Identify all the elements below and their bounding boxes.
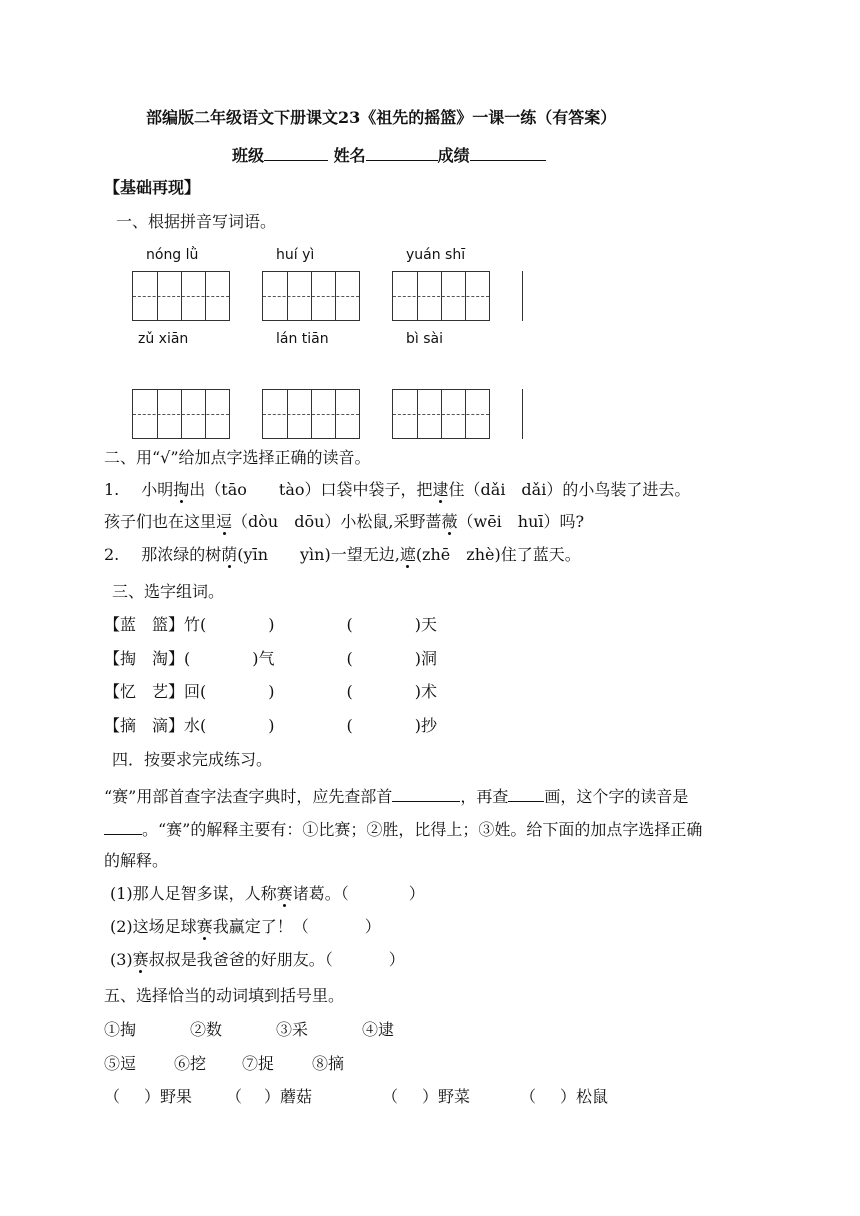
writing-grid[interactable]: [392, 271, 490, 321]
q4-sentence-3: (3)赛叔叔是我爸爸的好朋友。（ ）: [110, 950, 405, 969]
pronunciation-blank[interactable]: [104, 820, 142, 835]
pinyin-4: zǔ xiān: [138, 331, 189, 347]
verb-option: ③采: [276, 1020, 309, 1039]
question-5-heading: 五、选择恰当的动词填到括号里。: [104, 986, 345, 1005]
writing-grid[interactable]: [132, 389, 230, 439]
fill-blank[interactable]: （ ）蘑菇: [226, 1087, 313, 1106]
divider: [522, 271, 523, 321]
class-blank[interactable]: [264, 146, 328, 161]
q4-paragraph-3: 的解释。: [104, 851, 169, 870]
pinyin-1: nóng lǜ: [146, 247, 199, 263]
pinyin-2: huí yì: [276, 247, 315, 263]
writing-grid[interactable]: [262, 389, 360, 439]
q4-paragraph-2: 。“赛”的解释主要有：①比赛；②胜，比得上；③姓。给下面的加点字选择正确: [104, 820, 702, 838]
verb-option: ④逮: [362, 1020, 395, 1039]
pinyin-5: lán tiān: [276, 331, 329, 347]
q3-row: 【掏 淘】( )气 ( )洞: [104, 649, 438, 668]
q2-line-2: 孩子们也在这里逗（dòu dōu）小松鼠,采野蔷薇（wēi huī）吗?: [104, 512, 585, 531]
verb-option: ①掏: [104, 1020, 137, 1039]
question-3-heading: 三、选字组词。: [112, 582, 225, 601]
q3-row: 【忆 艺】回( ) ( )术: [104, 682, 438, 701]
name-label: 姓名: [333, 146, 366, 165]
section-heading: 【基础再现】: [104, 178, 201, 197]
writing-grid[interactable]: [392, 389, 490, 439]
q2-line-3: 2. 那浓绿的树荫(yīn yìn)一望无边,遮(zhē zhè)住了蓝天。: [104, 545, 581, 564]
q2-line-1: 1. 小明掏出（tāo tào）口袋中袋子，把逮住（dǎi dǎi）的小鸟装了进去。: [104, 480, 691, 499]
q4-sentence-2: (2)这场足球赛我赢定了！（ ）: [110, 917, 381, 936]
question-1-heading: 一、根据拼音写词语。: [116, 212, 277, 231]
question-4-heading: 四．按要求完成练习。: [112, 750, 273, 769]
verb-option: ⑤逗: [104, 1054, 137, 1073]
q4-sentence-1: (1)那人足智多谋，人称赛诸葛。（ ）: [110, 884, 425, 903]
q3-row: 【蓝 篮】竹( ) ( )天: [104, 615, 438, 634]
fill-blank[interactable]: （ ）野菜: [382, 1087, 471, 1106]
divider: [522, 389, 523, 439]
score-label: 成绩: [437, 146, 470, 165]
question-2-heading: 二、用“√”给加点字选择正确的读音。: [104, 448, 371, 467]
writing-grid[interactable]: [262, 271, 360, 321]
verb-option: ⑦捉: [242, 1054, 275, 1073]
name-blank[interactable]: [366, 146, 438, 161]
score-blank[interactable]: [470, 146, 546, 161]
verb-option: ⑥挖: [174, 1054, 207, 1073]
student-info: [232, 146, 546, 164]
radical-blank[interactable]: [392, 787, 460, 802]
fill-blank[interactable]: （ ）松鼠: [520, 1087, 609, 1106]
verb-option: ⑧摘: [312, 1054, 345, 1073]
q4-paragraph-1: “赛”用部首查字法查字典时，应先查部首 ，再查 画，这个字的读音是: [104, 787, 689, 806]
class-label: 班级: [232, 146, 265, 165]
stroke-blank[interactable]: [508, 787, 544, 802]
verb-option: ②数: [190, 1020, 223, 1039]
pinyin-6: bì sài: [406, 331, 443, 347]
writing-grid[interactable]: [132, 271, 230, 321]
fill-blank[interactable]: （ ）野果: [104, 1087, 193, 1106]
pinyin-3: yuán shī: [406, 247, 466, 263]
page-title: 部编版二年级语文下册课文23《祖先的摇篮》一课一练（有答案）: [146, 108, 617, 127]
q3-row: 【摘 滴】水( ) ( )抄: [104, 716, 438, 735]
